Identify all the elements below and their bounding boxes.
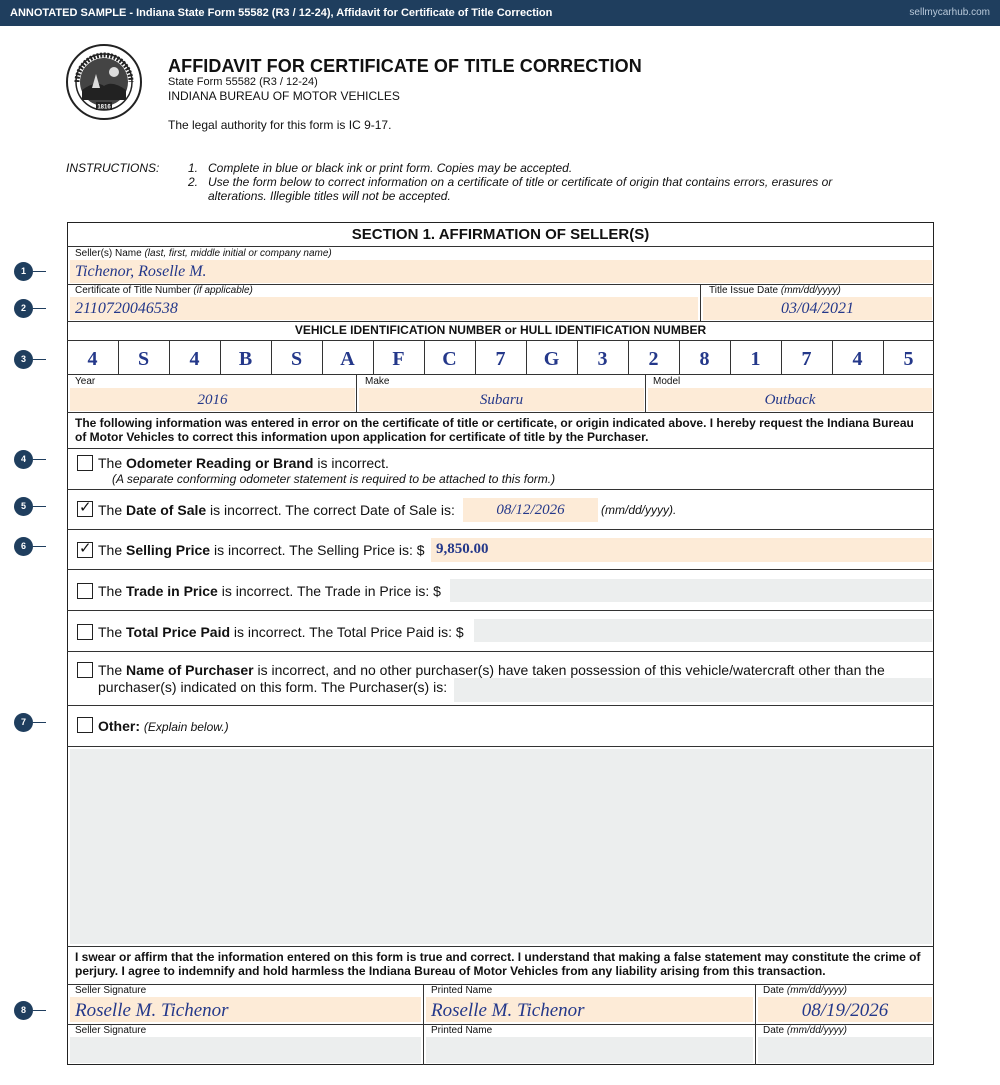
- date-of-sale-value: 08/12/2026: [496, 502, 565, 518]
- vin-char-box[interactable]: C: [442, 348, 457, 370]
- annotation-marker: 8: [14, 1001, 33, 1020]
- vin-char-box[interactable]: A: [340, 348, 355, 370]
- vin-char-box[interactable]: 4: [852, 348, 863, 370]
- instruction-text: Complete in blue or black ink or print form. Copies may be accepted.: [208, 161, 573, 175]
- selling-price-row-label: The Selling Price is incorrect. The Selling Price is: $: [98, 542, 425, 558]
- annotation-marker: 3: [14, 350, 33, 369]
- odometer-row-label: The Odometer Reading or Brand is incorrect.: [98, 455, 389, 471]
- instruction-number: 1.: [188, 161, 199, 175]
- title-number-label: Certificate of Title Number (if applicable): [75, 285, 253, 296]
- signature-date-label: Date (mm/dd/yyyy): [763, 1025, 847, 1036]
- date-of-sale-row-label: The Date of Sale is incorrect. The correct Date of Sale is:: [98, 502, 455, 518]
- trade-in-checkbox[interactable]: [77, 583, 93, 599]
- vin-char-box[interactable]: 1: [750, 348, 761, 370]
- purchaser-checkbox[interactable]: [77, 662, 93, 678]
- error-statement: The following information was entered in error on the certificate of title or certificate, or origin indicated above. I hereby request the Indiana Bureau of Motor Vehicles to correct this information upon application for certificate of title by the Purchaser.: [75, 416, 914, 444]
- agency-name: INDIANA BUREAU OF MOTOR VEHICLES: [168, 89, 400, 103]
- annotation-marker: 2: [14, 299, 33, 318]
- form-title: AFFIDAVIT FOR CERTIFICATE OF TITLE CORRECTION: [168, 56, 642, 76]
- trade-in-row-label: The Trade in Price is incorrect. The Trade in Price is: $: [98, 583, 441, 599]
- other-explanation-field[interactable]: [70, 749, 932, 944]
- annotation-marker: 5: [14, 497, 33, 516]
- vin-char-box[interactable]: F: [392, 348, 405, 370]
- signature-date-value: 08/19/2026: [801, 1000, 889, 1021]
- state-seal-icon: [66, 44, 142, 120]
- vin-char-box[interactable]: 3: [597, 348, 608, 370]
- other-row-label: Other: (Explain below.): [98, 718, 229, 734]
- odometer-note: (A separate conforming odometer statement is required to be attached to this form.): [112, 472, 556, 486]
- year-value: 2016: [197, 392, 228, 408]
- total-price-field[interactable]: [474, 619, 932, 642]
- total-price-checkbox[interactable]: [77, 624, 93, 640]
- annotation-marker: 7: [14, 713, 33, 732]
- vin-char-box[interactable]: 2: [648, 348, 659, 370]
- vin-char-box[interactable]: S: [290, 348, 303, 370]
- annotation-marker: 6: [14, 537, 33, 556]
- printed-name-field-2[interactable]: [426, 1037, 753, 1063]
- seller-signature-field-2[interactable]: [70, 1037, 421, 1063]
- instructions-label: INSTRUCTIONS:: [66, 161, 160, 175]
- vin-char-box[interactable]: 7: [801, 348, 812, 370]
- selling-price-checkbox[interactable]: [77, 542, 93, 558]
- selling-price-value: 9,850.00: [436, 541, 489, 557]
- vin-char-box[interactable]: G: [543, 348, 560, 370]
- annotation-marker: 1: [14, 262, 33, 281]
- vin-char-box[interactable]: S: [137, 348, 150, 370]
- seal-year: 1816: [97, 104, 111, 111]
- trade-in-price-field[interactable]: [450, 579, 932, 602]
- legal-authority: The legal authority for this form is IC 9-17.: [168, 118, 392, 132]
- make-value: Subaru: [479, 392, 524, 408]
- make-label: Make: [365, 376, 390, 387]
- purchaser-name-field[interactable]: [454, 678, 932, 702]
- printed-name-label: Printed Name: [431, 1025, 493, 1036]
- section-title: SECTION 1. AFFIRMATION OF SELLER(S): [351, 226, 650, 243]
- banner-title: ANNOTATED SAMPLE - Indiana State Form 55582 (R3 / 12-24), Affidavit for Certificate of Title Correction: [10, 7, 553, 19]
- issue-date-value: 03/04/2021: [781, 300, 854, 317]
- check-mark-icon: ✓: [79, 540, 92, 557]
- issue-date-label: Title Issue Date (mm/dd/yyyy): [709, 285, 841, 296]
- vin-label: VEHICLE IDENTIFICATION NUMBER or HULL IDENTIFICATION NUMBER: [294, 323, 707, 337]
- vin-char-box[interactable]: 5: [903, 348, 914, 370]
- vin-char-box[interactable]: 7: [495, 348, 506, 370]
- date-format-hint: (mm/dd/yyyy).: [601, 503, 677, 517]
- signature-date-field-2[interactable]: [758, 1037, 932, 1063]
- signature-date-label: Date (mm/dd/yyyy): [763, 985, 847, 996]
- model-label: Model: [653, 376, 681, 387]
- instruction-text: Use the form below to correct information on a certificate of title or certificate of origin that contains errors, erasures or alterations. Illegible titles will not be accepted.: [208, 175, 833, 203]
- affirmation-statement: I swear or affirm that the information entered on this form is true and correct. I understand that making a false statement may constitute the crime of perjury. I agree to indemnify and hold harmless the Indiana Bureau of Motor Vehicles from any liability arising from this transaction.: [75, 950, 921, 978]
- printed-name-label: Printed Name: [431, 985, 493, 996]
- title-number-value: 2110720046538: [75, 300, 178, 317]
- seller-name-label: Seller(s) Name (last, first, middle initial or company name): [75, 248, 332, 259]
- seller-name-value: Tichenor, Roselle M.: [75, 263, 207, 280]
- odometer-checkbox[interactable]: [77, 455, 93, 471]
- year-label: Year: [75, 376, 96, 387]
- other-checkbox[interactable]: [77, 717, 93, 733]
- model-value: Outback: [764, 392, 816, 408]
- printed-name-value: Roselle M. Tichenor: [431, 1000, 585, 1021]
- check-mark-icon: ✓: [79, 499, 92, 516]
- vin-char-box[interactable]: B: [238, 348, 253, 370]
- vin-char-box[interactable]: 4: [87, 348, 98, 370]
- seller-signature-label: Seller Signature: [75, 1025, 147, 1036]
- form-number: State Form 55582 (R3 / 12-24): [168, 76, 318, 88]
- date-of-sale-checkbox[interactable]: [77, 501, 93, 517]
- vin-char-box[interactable]: 8: [699, 348, 710, 370]
- vin-char-box[interactable]: 4: [189, 348, 200, 370]
- banner-site-link[interactable]: sellmycarhub.com: [909, 7, 990, 18]
- selling-price-field[interactable]: [431, 538, 932, 562]
- instruction-number: 2.: [188, 175, 199, 189]
- purchaser-row-label: The Name of Purchaser is incorrect, and no other purchaser(s) have taken possession of this vehicle/watercraft other than the: [98, 662, 885, 678]
- total-price-row-label: The Total Price Paid is incorrect. The Total Price Paid is: $: [98, 624, 464, 640]
- purchaser-row-label-line2: purchaser(s) indicated on this form. The Purchaser(s) is:: [98, 679, 448, 695]
- annotation-marker: 4: [14, 450, 33, 469]
- annotation-banner: [0, 0, 1000, 26]
- seller-signature-label: Seller Signature: [75, 985, 147, 996]
- seller-signature-value: Roselle M. Tichenor: [75, 1000, 229, 1021]
